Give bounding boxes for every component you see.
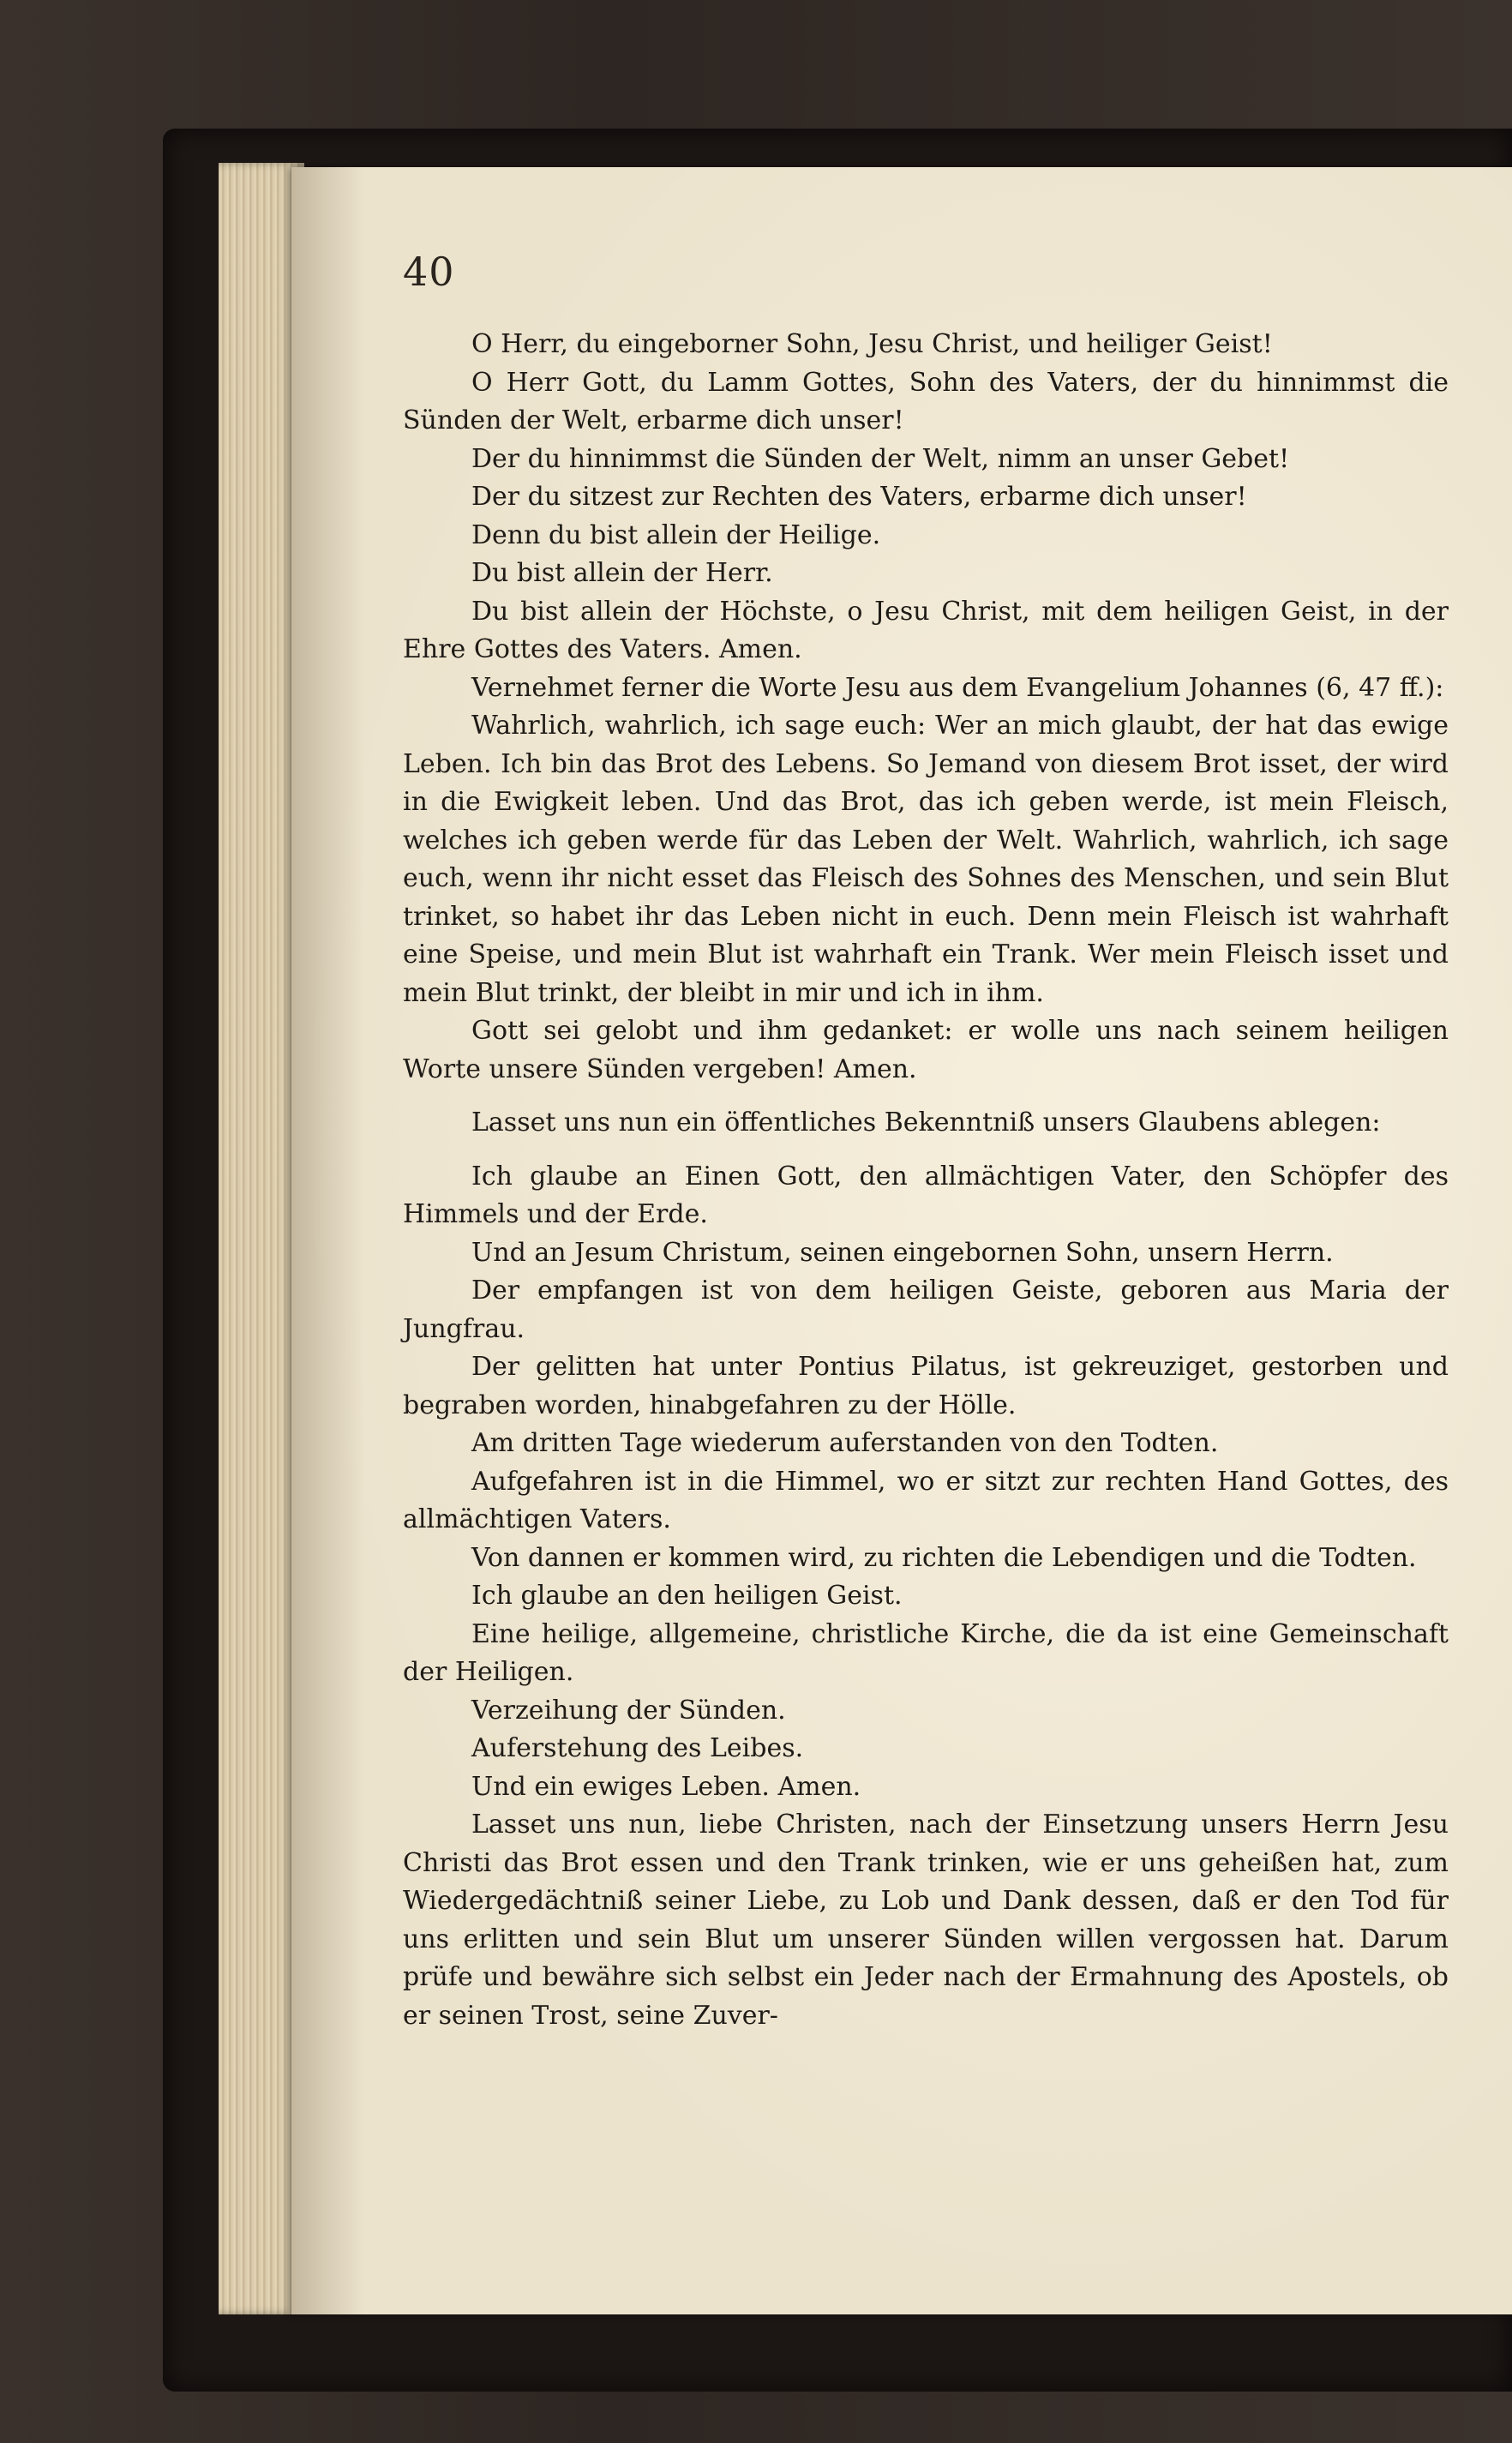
text-block	[403, 326, 1449, 2035]
page-number: 40	[403, 249, 455, 295]
paragraph-holy-one: Denn du bist allein der Heilige.	[471, 519, 881, 550]
paragraph-lamb-of-god: O Herr Gott, du Lamm Gottes, Sohn des Vaters, der du hinnimmst die Sünden der Welt, erbarme dich unser!	[403, 367, 1449, 435]
paragraph-most-high: Du bist allein der Höchste, o Jesu Christ, mit dem heiligen Geist, in der Ehre Gottes des Vaters. Amen.	[403, 596, 1449, 664]
paragraph-praise: Gott sei gelobt und ihm gedanket: er wolle uns nach seinem heiligen Worte unsere Sünden vergeben! Amen.	[403, 1016, 1449, 1084]
paragraph-creed-spirit: Ich glaube an den heiligen Geist.	[471, 1581, 903, 1611]
paragraph-creed-judge: Von dannen er kommen wird, zu richten die Lebendigen und die Todten.	[471, 1542, 1417, 1573]
paragraph-right-hand: Der du sitzest zur Rechten des Vaters, erbarme dich unser!	[471, 482, 1247, 512]
paragraph-creed-conceived: Der empfangen ist von dem heiligen Geiste, geboren aus Maria der Jungfrau.	[403, 1276, 1449, 1344]
paragraph-lord: Du bist allein der Herr.	[471, 558, 773, 588]
paragraph-creed-ascended: Aufgefahren ist in die Himmel, wo er sitzt zur rechten Hand Gottes, des allmächtigen Vaters.	[403, 1466, 1449, 1534]
paragraph-take-away-sins: Der du hinnimmst die Sünden der Welt, nimm an unser Gebet!	[471, 443, 1290, 474]
paragraph-creed-church: Eine heilige, allgemeine, christliche Kirche, die da ist eine Gemeinschaft der Heiligen.	[403, 1618, 1449, 1687]
paragraph-creed-son: Und an Jesum Christum, seinen eingebornen Sohn, unsern Herrn.	[471, 1237, 1334, 1268]
paragraph-invocation-son: O Herr, du eingeborner Sohn, Jesu Christ, und heiliger Geist!	[471, 329, 1273, 359]
paragraph-creed-forgiveness: Verzeihung der Sünden.	[471, 1695, 786, 1726]
paragraph-creed-risen: Am dritten Tage wiederum auferstanden von den Todten.	[471, 1428, 1219, 1458]
paragraph-creed-intro: Lasset uns nun ein öffentliches Bekenntniß unsers Glaubens ablegen:	[471, 1107, 1381, 1137]
paragraph-creed-resurrection: Auferstehung des Leibes.	[471, 1733, 804, 1763]
paragraph-creed-father: Ich glaube an Einen Gott, den allmächtigen Vater, den Schöpfer des Himmels und der Erde.	[403, 1161, 1449, 1229]
paragraph-communion: Lasset uns nun, liebe Christen, nach der Einsetzung unsers Herrn Jesu Christi das Brot essen und den Trank trinken, wie er uns geheißen hat, zum Wiedergedächtniß seiner Liebe, zu Lob und Dank dessen, daß er den Tod für uns erlitten und sein Blut um unserer Sünden willen vergossen hat. Darum prüfe und bewähre sich selbst ein Jeder nach der Ermahnung des Apostels, ob er seinen Trost, seine Zuver-	[403, 1810, 1449, 2031]
paragraph-gospel-text: Wahrlich, wahrlich, ich sage euch: Wer an mich glaubt, der hat das ewige Leben. Ich bin das Brot des Lebens. So Jemand von diesem Brot isset, der wird in die Ewigkeit leben. Und das Brot, das ich geben werde, ist mein Fleisch, welches ich geben werde für das Leben der Welt. Wahrlich, wahrlich, ich sage euch, wenn ihr nicht esset das Fleisch des Sohnes des Menschen, und sein Blut trinket, so habet ihr das Leben nicht in euch. Denn mein Fleisch ist wahrhaft eine Speise, und mein Blut ist wahrhaft ein Trank. Wer mein Fleisch isset und mein Blut trinkt, der bleibt in mir und ich in ihm.	[403, 711, 1449, 1008]
paragraph-creed-suffered: Der gelitten hat unter Pontius Pilatus, ist gekreuziget, gestorben und begraben worden, hinabgefahren zu der Hölle.	[403, 1352, 1449, 1420]
paragraph-creed-life: Und ein ewiges Leben. Amen.	[471, 1771, 861, 1802]
paragraph-gospel-intro: Vernehmet ferner die Worte Jesu aus dem Evangelium Johannes (6, 47 ff.):	[471, 672, 1444, 703]
book-page	[291, 167, 1512, 2314]
